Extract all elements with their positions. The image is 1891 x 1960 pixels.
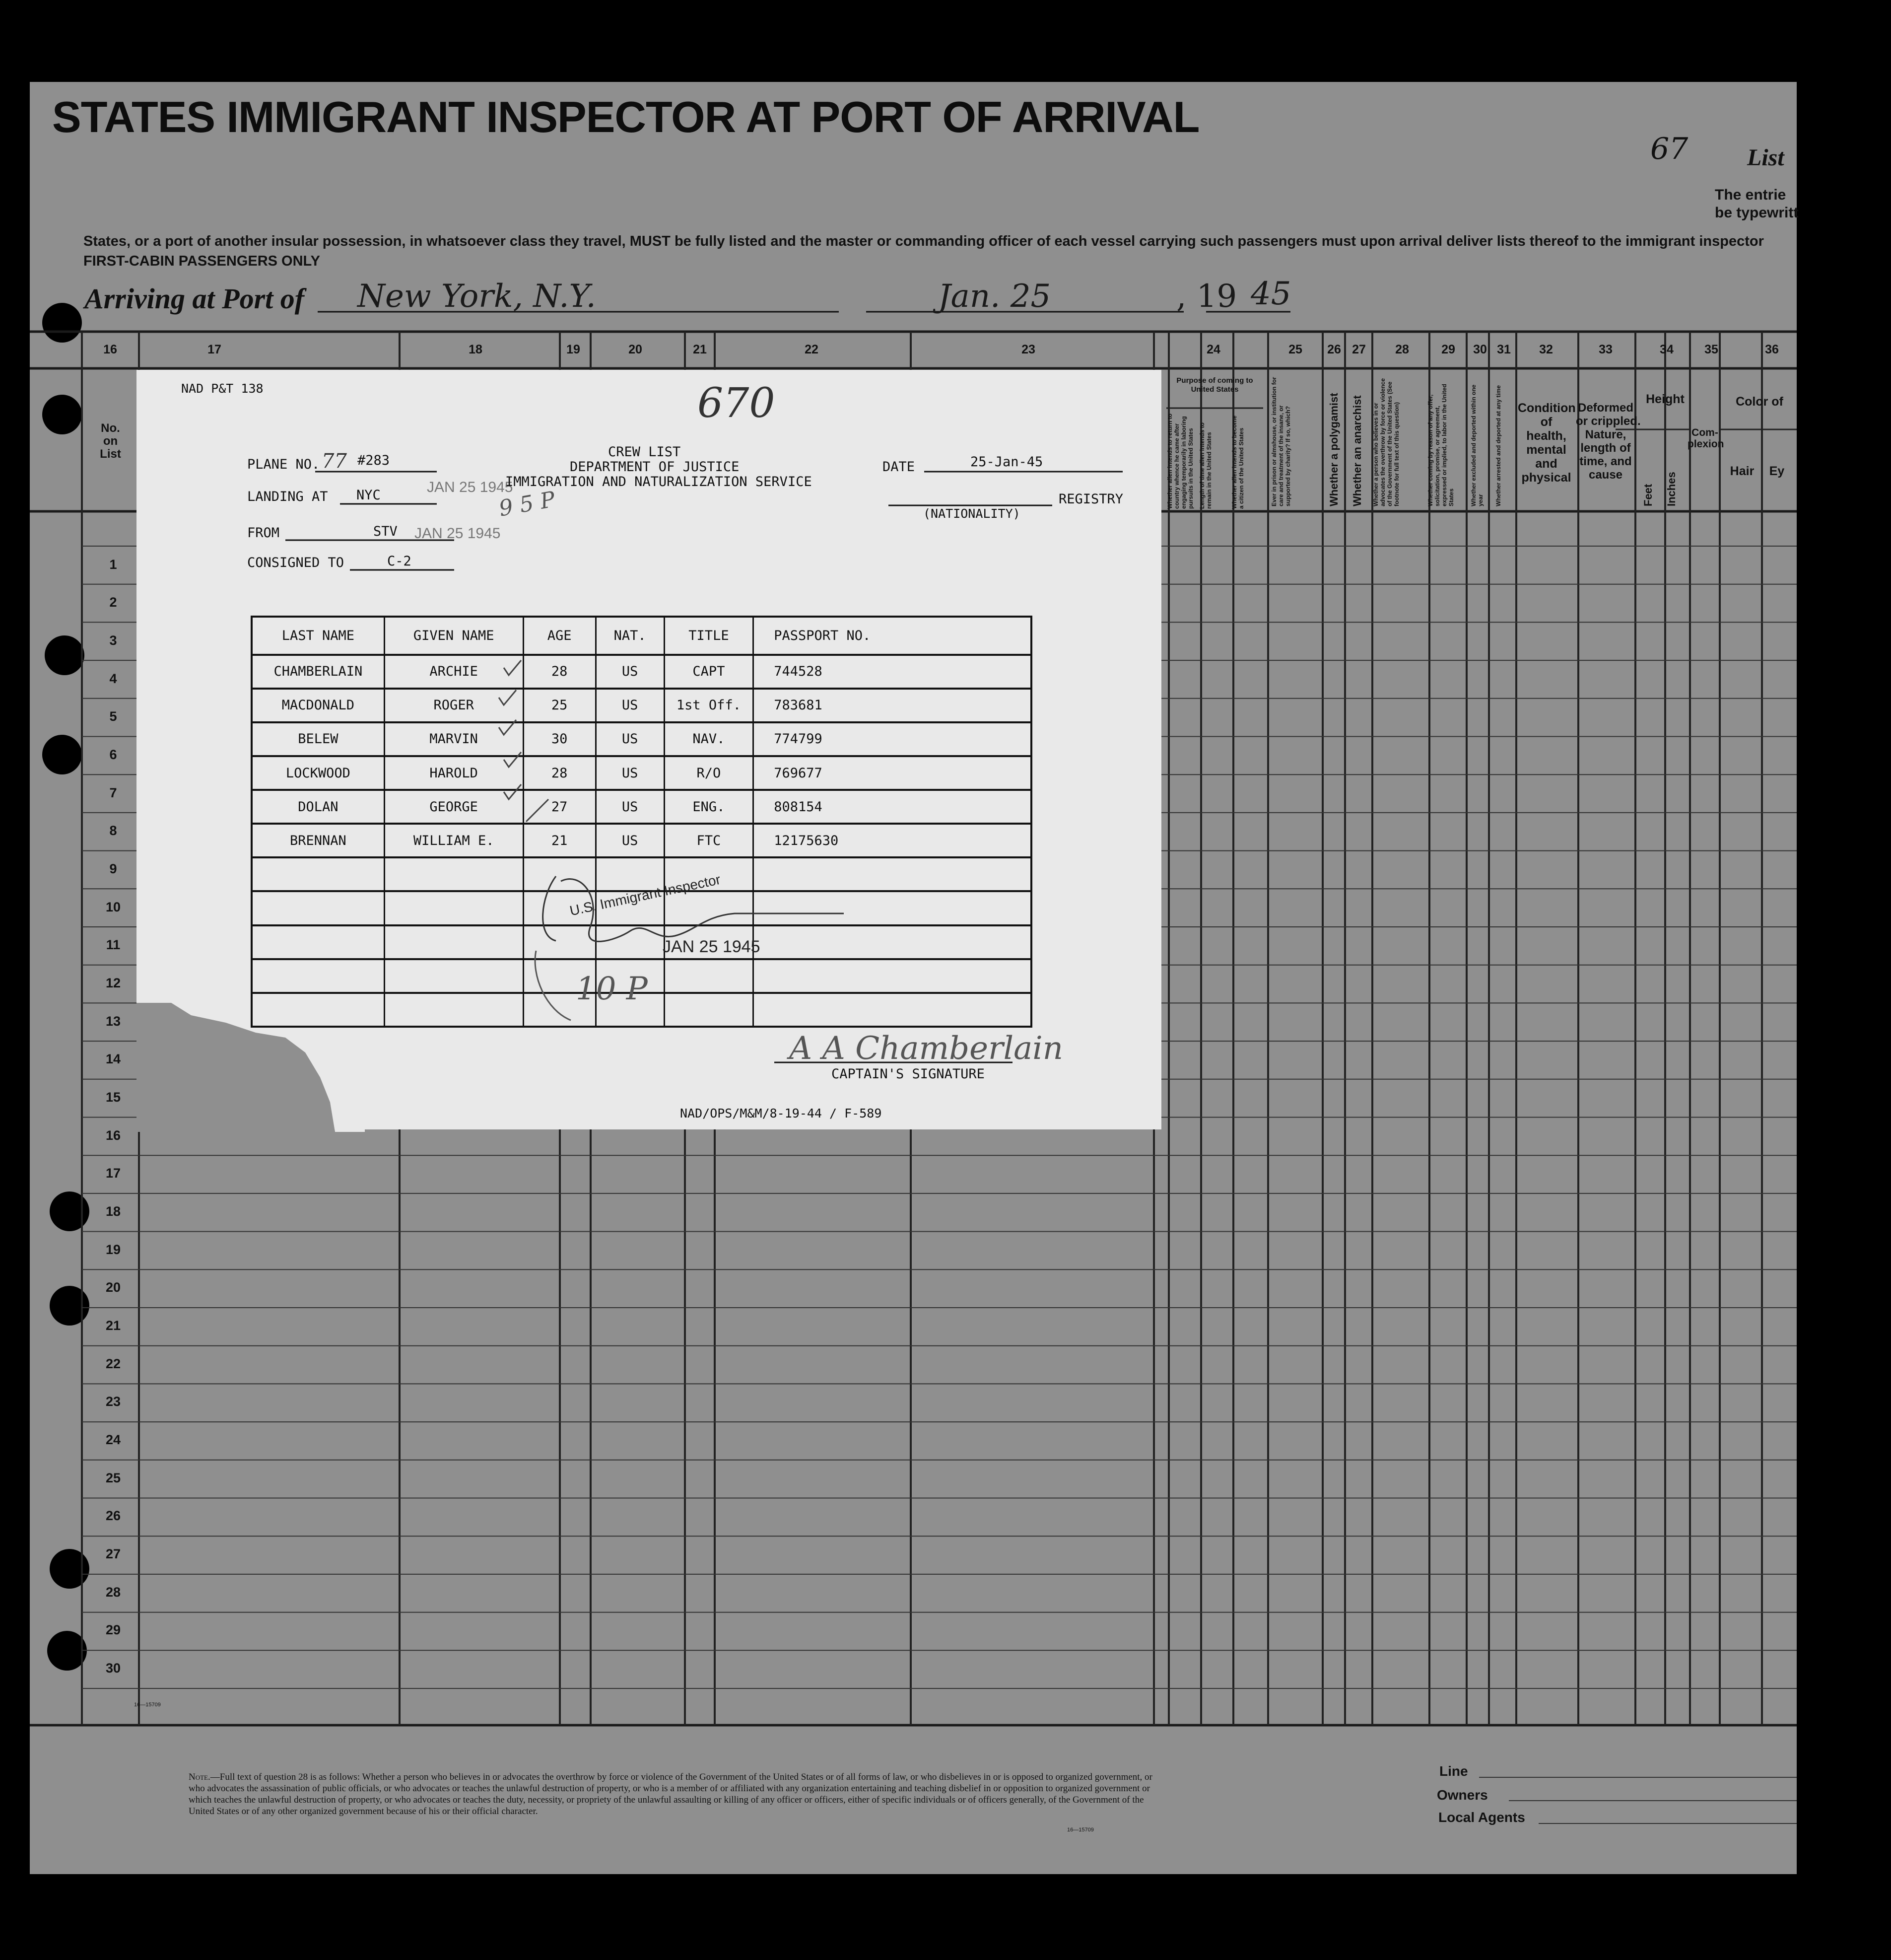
column-number: 30: [1473, 343, 1487, 356]
cell-title: NAV.: [664, 722, 753, 756]
column-number: 35: [1704, 343, 1718, 356]
row-number: 2: [109, 595, 117, 610]
col-passport: PASSPORT NO.: [753, 617, 1031, 655]
header-col33: Deformed or crippled. Nature, length of time, and cause: [1576, 401, 1641, 482]
col-last-name: LAST NAME: [252, 617, 384, 655]
subtitle-cabin: FIRST-CABIN PASSENGERS ONLY: [83, 253, 320, 269]
header-col28: Whether a person who believes in or advocates the overthrow by force or violence of the Government of the United States (See footnote for full text of this question): [1372, 378, 1400, 506]
cell-age: 27: [523, 790, 596, 824]
column-number: 32: [1539, 343, 1553, 356]
cell-age: 25: [523, 689, 596, 722]
card-heading-crew-list: CREW LIST: [608, 444, 681, 460]
card-form-id: NAD P&T 138: [181, 381, 264, 396]
plane-value: #283: [357, 453, 390, 468]
column-number: 18: [469, 343, 482, 356]
column-number: 16: [103, 343, 117, 356]
row-number: 23: [105, 1394, 121, 1409]
cell-given-name: ARCHIE: [384, 655, 523, 689]
column-number: 33: [1599, 343, 1613, 356]
subtitle: States, or a port of another insular possession, in whatsoever class they travel, MUST be fully listed and the master or commanding officer of each vessel carrying such passengers must upon arrival deliver lists thereof to the immigrant inspector: [83, 233, 1764, 249]
row-number: 28: [105, 1585, 121, 1600]
captain-signature-label: CAPTAIN'S SIGNATURE: [831, 1066, 985, 1082]
note-label: Note.: [189, 1772, 210, 1782]
row-number: 30: [105, 1661, 121, 1676]
cell-age: 21: [523, 824, 596, 857]
note-text: —Full text of question 28 is as follows: Whether a person who believes in or advocates the overthrow by force or violence of the Government of the United States or of all forms of law, or who disbelieves in or is opposed to organized government, or who advocates the assassination of public officials, or who advocates or teaches the unlawful destruction of property, or who is a member of or affiliated with any organization entertaining and teaching disbelief in or opposition to organized government or which teaches the unlawful destruction of property, or who advocates or teaches the duty, necessity, or propriety of the unlawful assaulting or killing of any officer or officers, either of specific individuals or of officers generally, of the Government of the United States or of any other organized government because of his or their official character.: [189, 1772, 1152, 1817]
column-number: 19: [566, 343, 580, 356]
cell-age: 28: [523, 655, 596, 689]
col-title: TITLE: [664, 617, 753, 655]
row-number: 16: [105, 1128, 121, 1143]
registry-label: REGISTRY: [1059, 491, 1124, 507]
arriving-year: 45: [1251, 276, 1291, 312]
page-number: 67: [1650, 132, 1688, 166]
header-purpose-citizen: Whether alien intends to become a citizen of the United States: [1231, 415, 1245, 509]
header-purpose-return: Whether alien intends to return to country whence he came after engaging temporarily in laboring pursuits in the United States: [1166, 413, 1194, 509]
card-heading-service: IMMIGRATION AND NATURALIZATION SERVICE: [505, 474, 812, 490]
row-number: 6: [109, 747, 117, 762]
cell-last-name: MACDONALD: [252, 689, 384, 722]
row-number: 26: [105, 1508, 121, 1523]
inspector-date: JAN 25 1945: [663, 937, 760, 956]
column-number: 22: [805, 343, 818, 356]
column-number: 17: [207, 343, 221, 356]
header-col25: Ever in prison or almshouse, or institution for care and treatment of the insane, or supported by charity? If so, which?: [1271, 377, 1291, 506]
row-number: 27: [105, 1546, 121, 1561]
column-number: 31: [1497, 343, 1511, 356]
row-number: 18: [105, 1204, 121, 1219]
stamp-date-faint-1: JAN 25 1945: [427, 479, 513, 495]
header-feet: Feet: [1642, 484, 1654, 506]
row-number: 29: [105, 1622, 121, 1637]
header-purpose-length: Length of time alien intends to remain in the United States: [1199, 422, 1213, 509]
header-height: Height: [1646, 392, 1685, 406]
cell-given-name: ROGER: [384, 689, 523, 722]
list-label: List: [1747, 144, 1784, 171]
cell-passport: 769677: [753, 756, 1031, 790]
stamp-date-faint-2: JAN 25 1945: [414, 525, 501, 542]
card-footer-code: NAD/OPS/M&M/8-19-44 / F-589: [680, 1106, 882, 1120]
cell-title: ENG.: [664, 790, 753, 824]
cell-last-name: BRENNAN: [252, 824, 384, 857]
row-number: 21: [105, 1318, 121, 1333]
arriving-year-prefix: , 19: [1176, 278, 1237, 315]
row-number: 5: [109, 709, 117, 724]
column-number: 34: [1660, 343, 1674, 356]
header-inches: Inches: [1665, 472, 1678, 506]
cell-title: 1st Off.: [664, 689, 753, 722]
header-complexion: Com- plexion: [1688, 427, 1724, 450]
cell-given-name: HAROLD: [384, 756, 523, 790]
header-col31: Whether arrested and deported at any time: [1495, 385, 1502, 506]
header-color-of: Color of: [1736, 395, 1783, 409]
cell-nat: US: [596, 790, 664, 824]
cell-passport: 744528: [753, 655, 1031, 689]
cell-age: 30: [523, 722, 596, 756]
cell-title: FTC: [664, 824, 753, 857]
footer-line-label: Line: [1439, 1763, 1468, 1779]
card-handwritten-number: 670: [697, 380, 775, 427]
form-code-right: 16—15709: [1067, 1827, 1094, 1833]
row-number: 3: [109, 633, 117, 648]
consigned-value: C-2: [387, 554, 411, 569]
cell-title: CAPT: [664, 655, 753, 689]
cell-age: 28: [523, 756, 596, 790]
row-number: 13: [105, 1014, 121, 1029]
header-hair: Hair: [1730, 464, 1755, 478]
from-value: STV: [373, 524, 398, 539]
column-number: 28: [1395, 343, 1409, 356]
header-purpose: Purpose of coming to United States: [1176, 376, 1253, 394]
cell-last-name: DOLAN: [252, 790, 384, 824]
inspector-signature: [526, 866, 874, 1055]
header-col30: Whether excluded and deported within one year: [1470, 384, 1484, 506]
row-number: 25: [105, 1470, 121, 1485]
cell-passport: 12175630: [753, 824, 1031, 857]
column-number: 23: [1021, 343, 1035, 356]
form-code-left: 16—15709: [134, 1702, 161, 1708]
consigned-label: CONSIGNED TO: [247, 555, 344, 570]
row-number: 7: [109, 785, 117, 800]
row-number: 15: [105, 1090, 121, 1105]
cell-given-name: MARVIN: [384, 722, 523, 756]
captain-signature-line: [774, 1060, 1022, 1065]
date-label: DATE: [882, 459, 915, 475]
row-number: 12: [105, 976, 121, 990]
cell-passport: 774799: [753, 722, 1031, 756]
row-number: 1: [109, 557, 117, 572]
card-heading-department: DEPARTMENT OF JUSTICE: [570, 459, 740, 475]
column-number: 29: [1441, 343, 1455, 356]
landing-value: NYC: [356, 488, 381, 503]
footer-local-agents-label: Local Agents: [1438, 1810, 1525, 1825]
column-number: 20: [628, 343, 642, 356]
question-28-note: [189, 1771, 1156, 1817]
col-nat: NAT.: [596, 617, 664, 655]
cell-last-name: BELEW: [252, 722, 384, 756]
cell-nat: US: [596, 722, 664, 756]
cell-passport: 783681: [753, 689, 1031, 722]
col-given-name: GIVEN NAME: [384, 617, 523, 655]
cell-nat: US: [596, 655, 664, 689]
arriving-label: Arriving at Port of: [84, 282, 305, 315]
arriving-port: New York, N.Y.: [357, 278, 596, 315]
plane-label: PLANE NO.: [247, 457, 320, 472]
cell-title: R/O: [664, 756, 753, 790]
row-number: 14: [105, 1051, 121, 1066]
arriving-date: Jan. 25: [938, 278, 1051, 315]
header-col29: Whether coming by reason of any offer, solicitation, promise, or agreement, expressed or implied, to labor in the United States: [1427, 384, 1455, 506]
row-number: 17: [105, 1166, 121, 1181]
row-number: 19: [105, 1242, 121, 1257]
column-number: 27: [1352, 343, 1366, 356]
row-number: 11: [106, 937, 121, 952]
cell-given-name: WILLIAM E.: [384, 824, 523, 857]
row-number: 9: [109, 861, 117, 876]
footer-lines: [1469, 1775, 1797, 1829]
header-col27: Whether an anarchist: [1351, 395, 1363, 506]
header-col26: Whether a polygamist: [1328, 393, 1340, 506]
header-eyes: Ey: [1769, 464, 1785, 478]
cell-passport: 808154: [753, 790, 1031, 824]
handwritten-note-10p: 10 P: [576, 971, 648, 1007]
column-number: 25: [1288, 343, 1302, 356]
row-number: 8: [109, 823, 117, 838]
date-value: 25-Jan-45: [970, 454, 1043, 470]
entries-note: The entrie be typewritt: [1715, 187, 1799, 221]
row-number: 4: [109, 671, 117, 686]
plane-handwritten: 77: [322, 450, 347, 473]
cell-given-name: GEORGE: [384, 790, 523, 824]
cell-nat: US: [596, 824, 664, 857]
handwritten-note-95: 9 5 P: [497, 487, 557, 522]
cell-nat: US: [596, 689, 664, 722]
col-age: AGE: [523, 617, 596, 655]
column-number: 24: [1207, 343, 1220, 356]
row-number: 22: [105, 1356, 121, 1371]
row-number: 20: [105, 1280, 121, 1295]
page-title: STATES IMMIGRANT INSPECTOR AT PORT OF ARRIVAL: [52, 92, 1200, 141]
header-col32: Condition of health, mental and physical: [1518, 401, 1576, 485]
nationality-label: (NATIONALITY): [923, 506, 1020, 521]
cell-last-name: LOCKWOOD: [252, 756, 384, 790]
column-number: 21: [693, 343, 707, 356]
cell-nat: US: [596, 756, 664, 790]
inspector-stamp: U.S. Immigrant Inspector: [568, 871, 722, 919]
footer-owners-label: Owners: [1437, 1787, 1488, 1803]
column-number: 26: [1327, 343, 1341, 356]
row-number: 10: [105, 900, 121, 914]
cell-last-name: CHAMBERLAIN: [252, 655, 384, 689]
landing-label: LANDING AT: [247, 489, 328, 504]
row-number: 24: [105, 1432, 121, 1447]
captain-signature: A A Chamberlain: [789, 1030, 1063, 1067]
column-number: 36: [1765, 343, 1779, 356]
header-no-on-list: No. on List: [100, 421, 121, 461]
from-label: FROM: [247, 525, 280, 541]
